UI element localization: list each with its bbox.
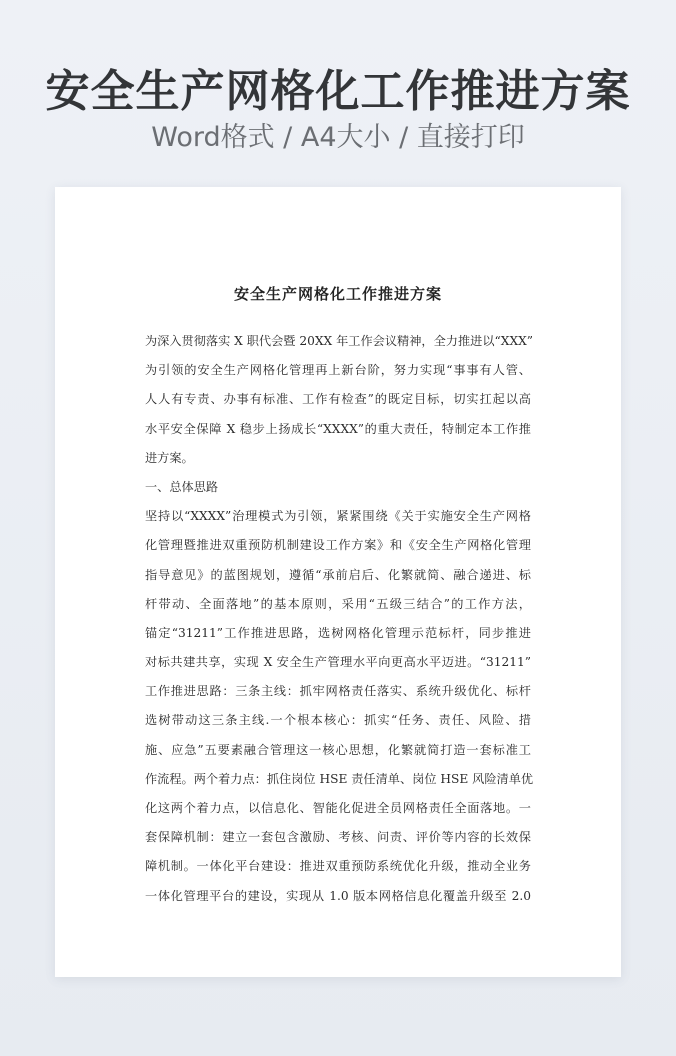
- document-title: 安全生产网格化工作推进方案: [233, 285, 442, 303]
- body-line: 施、应急”五要素融合管理这一核心思想，化繁就简打造一套标准工: [145, 742, 531, 757]
- banner-title: 安全生产网格化工作推进方案: [45, 66, 631, 117]
- body-line: 套保障机制：建立一套包含激励、考核、问责、评价等内容的长效保: [145, 830, 531, 845]
- body-line: 为深入贯彻落实 X 职代会暨 20XX 年工作会议精神，全力推进以“XXX”: [145, 334, 534, 348]
- body-line: 选树带动这三条主线.一个根本核心：抓实“任务、责任、风险、措: [145, 713, 531, 728]
- body-line: 障机制。一体化平台建设：推进双重预防系统优化升级，推动全业务: [145, 859, 531, 874]
- document-body: [145, 327, 534, 911]
- body-line: 对标共建共享，实现 X 安全生产管理水平向更高水平迈进。“31211”: [145, 655, 531, 670]
- body-line: 化管理暨推进双重预防机制建设工作方案》和《安全生产网格化管理: [145, 538, 531, 553]
- body-line: 坚持以“XXXX”治理模式为引领，紧紧围绕《关于实施安全生产网格: [145, 509, 531, 524]
- document-page: [55, 187, 621, 977]
- body-line: 一体化管理平台的建设，实现从 1.0 版本网格信息化覆盖升级至 2.0: [145, 888, 531, 903]
- body-line: 化这两个着力点，以信息化、智能化促进全员网格责任全面落地。一: [145, 801, 531, 815]
- body-line: 工作推进思路：三条主线：抓牢网格责任落实、系统升级优化、标杆: [145, 684, 531, 699]
- body-line: 杆带动、全面落地”的基本原则，采用“五级三结合”的工作方法，: [145, 596, 531, 611]
- body-line: 水平安全保障 X 稳步上扬成长“XXXX”的重大责任，特制定本工作推: [145, 421, 531, 436]
- body-line: 作流程。两个着力点：抓住岗位 HSE 责任清单、岗位 HSE 风险清单优: [145, 771, 534, 786]
- body-line: 人人有专责、办事有标准、工作有检查”的既定目标，切实扛起以高: [145, 392, 531, 407]
- body-line: 进方案。: [145, 450, 194, 465]
- body-line: 一、总体思路: [145, 479, 219, 494]
- body-line: 锚定“31211”工作推进思路，选树网格化管理示范标杆，同步推进: [145, 625, 531, 640]
- banner-subtitle: Word格式 / A4大小 / 直接打印: [151, 122, 525, 153]
- body-line: 为引领的安全生产网格化管理再上新台阶，努力实现“事事有人管、: [145, 363, 531, 378]
- body-line: 指导意见》的蓝图规划，遵循“承前启后、化繁就简、融合递进、标: [145, 567, 531, 582]
